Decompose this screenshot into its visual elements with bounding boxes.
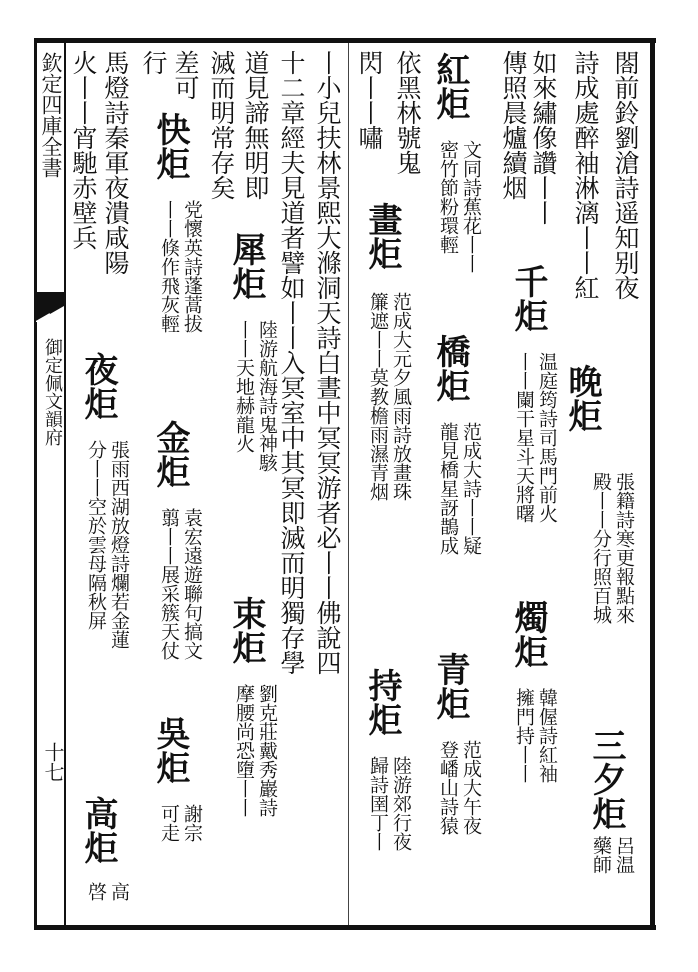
gloss-note: 藥師: [590, 836, 612, 874]
glossary-heading: 吳炬: [150, 716, 190, 784]
gloss-note: 丨丨天地赫龍火: [233, 320, 255, 453]
glossary-heading: 三夕炬: [586, 728, 626, 830]
glossary-heading: 晚炬: [562, 364, 602, 432]
glossary-heading: 金炬: [150, 420, 190, 488]
text-column: 行: [139, 50, 168, 75]
gloss-note: 韓偓詩紅袖: [536, 688, 558, 783]
gloss-note: 党懷英詩蓬蒿拔: [181, 200, 203, 333]
gloss-note: 張雨西湖放燈詩爛若金蓮: [108, 440, 130, 649]
gloss-note: 翦丨丨展采簇天仗: [158, 508, 180, 660]
glossary-heading: 持炬: [362, 668, 402, 736]
text-column: 道見諦無明即: [241, 50, 270, 200]
glossary-heading: 燭炬: [508, 600, 548, 668]
text-column: 傳照晨爐續烟: [499, 50, 528, 200]
text-column: 詩成處醉袖淋漓丨丨紅: [571, 50, 600, 300]
gloss-note: 簾遮丨丨莫教檐雨濕青烟: [367, 292, 389, 501]
glossary-heading: 束炬: [226, 596, 266, 664]
gloss-note: 陸游航海詩鬼神駭: [256, 320, 278, 472]
gloss-note: 丨丨闌干星斗天將曙: [513, 352, 535, 523]
gloss-note: 温庭筠詩司馬門前火: [536, 352, 558, 523]
gloss-note: 摩腰尚恐墮丨丨: [233, 684, 255, 817]
gloss-note: 密竹節粉環輕: [437, 140, 459, 254]
margin-divider: [64, 38, 66, 930]
glossary-heading: 畫炬: [362, 202, 402, 270]
glossary-heading: 青炬: [430, 652, 470, 720]
text-column: 依黑林號鬼: [393, 50, 422, 175]
gloss-note: 登嶓山詩猿: [437, 740, 459, 835]
gloss-note: 啓: [85, 882, 107, 901]
glossary-heading: 夜炬: [78, 352, 118, 420]
gloss-note: 范成大詩丨丨疑: [460, 422, 482, 555]
gloss-note: 丨丨倏作飛灰輕: [158, 200, 180, 333]
gloss-note: 呂温: [613, 836, 635, 874]
frame-bottom-border: [34, 925, 656, 930]
gloss-note: 高: [108, 882, 130, 901]
text-column: 火丨丨宵馳赤壁兵: [69, 50, 98, 250]
frame-right-border: [650, 38, 655, 930]
gloss-note: 龍見橋星訝鵲成: [437, 422, 459, 555]
glossary-heading: 犀炬: [226, 232, 266, 300]
frame-left-border: [34, 38, 37, 930]
glossary-heading: 紅炬: [430, 52, 470, 120]
gloss-note: 可走: [158, 804, 180, 842]
fishtail-mark-icon: [36, 292, 64, 322]
gloss-note: 范成大元夕風雨詩放畫珠: [390, 292, 412, 501]
gloss-note: 袁宏遠遊聯句搞文: [181, 508, 203, 660]
book-title: 欽定四庫全書: [39, 52, 63, 178]
text-column: 丨小兒扶林景熙大滌洞天詩白晝中冥冥游者必丨丨佛說四: [313, 50, 342, 675]
glossary-heading: 快炬: [150, 112, 190, 180]
text-column: 閃丨丨嘯: [355, 50, 384, 150]
gloss-note: 范成大午夜: [460, 740, 482, 835]
gloss-note: 殿丨丨分行照百城: [590, 472, 612, 624]
gloss-note: 張籍詩寒更報點來: [613, 472, 635, 624]
text-column: 閤前鈴劉滄詩遥知别夜: [611, 50, 640, 300]
gloss-note: 劉克莊戴秀巖詩: [256, 684, 278, 817]
gloss-note: 分丨丨空於雲母隔秋屏: [85, 440, 107, 630]
gloss-note: 擁門持丨丨: [513, 688, 535, 783]
gloss-note: 歸詩圉丁丨: [367, 756, 389, 851]
frame-top-border: [34, 38, 656, 43]
text-column: 如來繡像讚丨丨: [529, 50, 558, 225]
section-title: 御定佩文韻府: [42, 338, 63, 446]
gloss-note: 謝宗: [181, 804, 203, 842]
gloss-note: 文同詩蕉花丨丨: [460, 140, 482, 273]
text-column: 滅而明常存矣: [207, 50, 236, 200]
text-column: 十二章經夫見道者譬如丨丨入冥室中其冥即滅而明獨存學: [277, 50, 306, 675]
glossary-heading: 橋炬: [430, 334, 470, 402]
glossary-heading: 高炬: [78, 796, 118, 864]
column-rule: [348, 43, 349, 925]
page-number: 十七: [41, 742, 65, 782]
glossary-heading: 千炬: [508, 264, 548, 332]
gloss-note: 陸游郊行夜: [390, 756, 412, 851]
text-column: 差可: [171, 50, 200, 100]
text-column: 馬燈詩秦軍夜潰咸陽: [101, 50, 130, 275]
